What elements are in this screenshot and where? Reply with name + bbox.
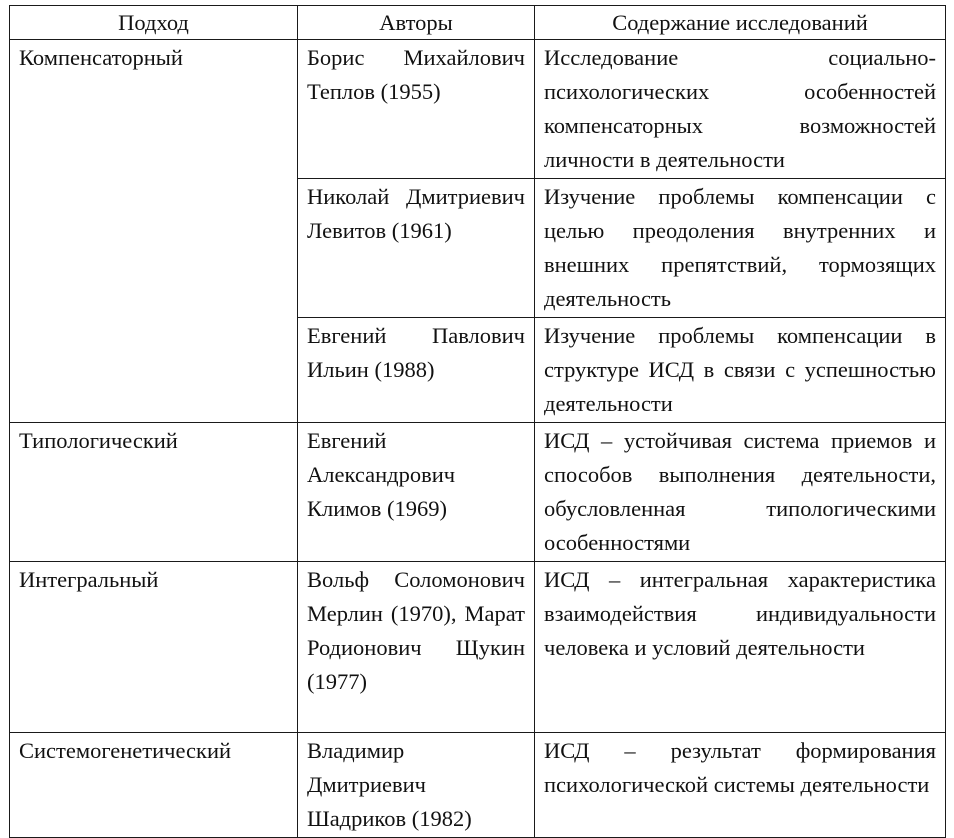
- content-cell: ИСД – устойчивая система приемов и способов выполнения деятельности, обусловленная типологическими особенностями: [535, 423, 946, 562]
- authors-cell: Николай Дмитриевич Левитов (1961): [298, 179, 535, 318]
- approach-cell-typological: Типологический: [10, 423, 298, 562]
- content-cell: Изучение проблемы компенсации в структуре ИСД в связи с успешностью деятельности: [535, 318, 946, 423]
- approach-cell-systemogenetic: Системогенетический: [10, 733, 298, 838]
- authors-cell: Вольф Соломонович Мерлин (1970), Марат Родионович Щукин (1977): [298, 562, 535, 733]
- header-authors: Авторы: [298, 6, 535, 40]
- table-row: [10, 562, 946, 733]
- authors-cell: Борис Михайлович Теплов (1955): [298, 40, 535, 179]
- table-row: [10, 40, 946, 179]
- authors-cell: Евгений Павлович Ильин (1988): [298, 318, 535, 423]
- content-cell: ИСД – результат формирования психологической системы деятельности: [535, 733, 946, 838]
- authors-cell: Евгений Александрович Климов (1969): [298, 423, 535, 562]
- approach-cell-compensatory: Компенсаторный: [10, 40, 298, 423]
- table-row: [10, 733, 946, 838]
- research-approaches-table: [9, 5, 946, 838]
- content-cell: Исследование социально-психологических особенностей компенсаторных возможностей личности в деятельности: [535, 40, 946, 179]
- header-row: [10, 6, 946, 40]
- table-row: [10, 423, 946, 562]
- header-approach: Подход: [10, 6, 298, 40]
- approach-cell-integral: Интегральный: [10, 562, 298, 733]
- header-content: Содержание исследований: [535, 6, 946, 40]
- content-cell: ИСД – интегральная характеристика взаимодействия индивидуальности человека и условий деятельности: [535, 562, 946, 733]
- content-cell: Изучение проблемы компенсации с целью преодоления внутренних и внешних препятствий, тормозящих деятельность: [535, 179, 946, 318]
- authors-cell: Владимир Дмитриевич Шадриков (1982): [298, 733, 535, 838]
